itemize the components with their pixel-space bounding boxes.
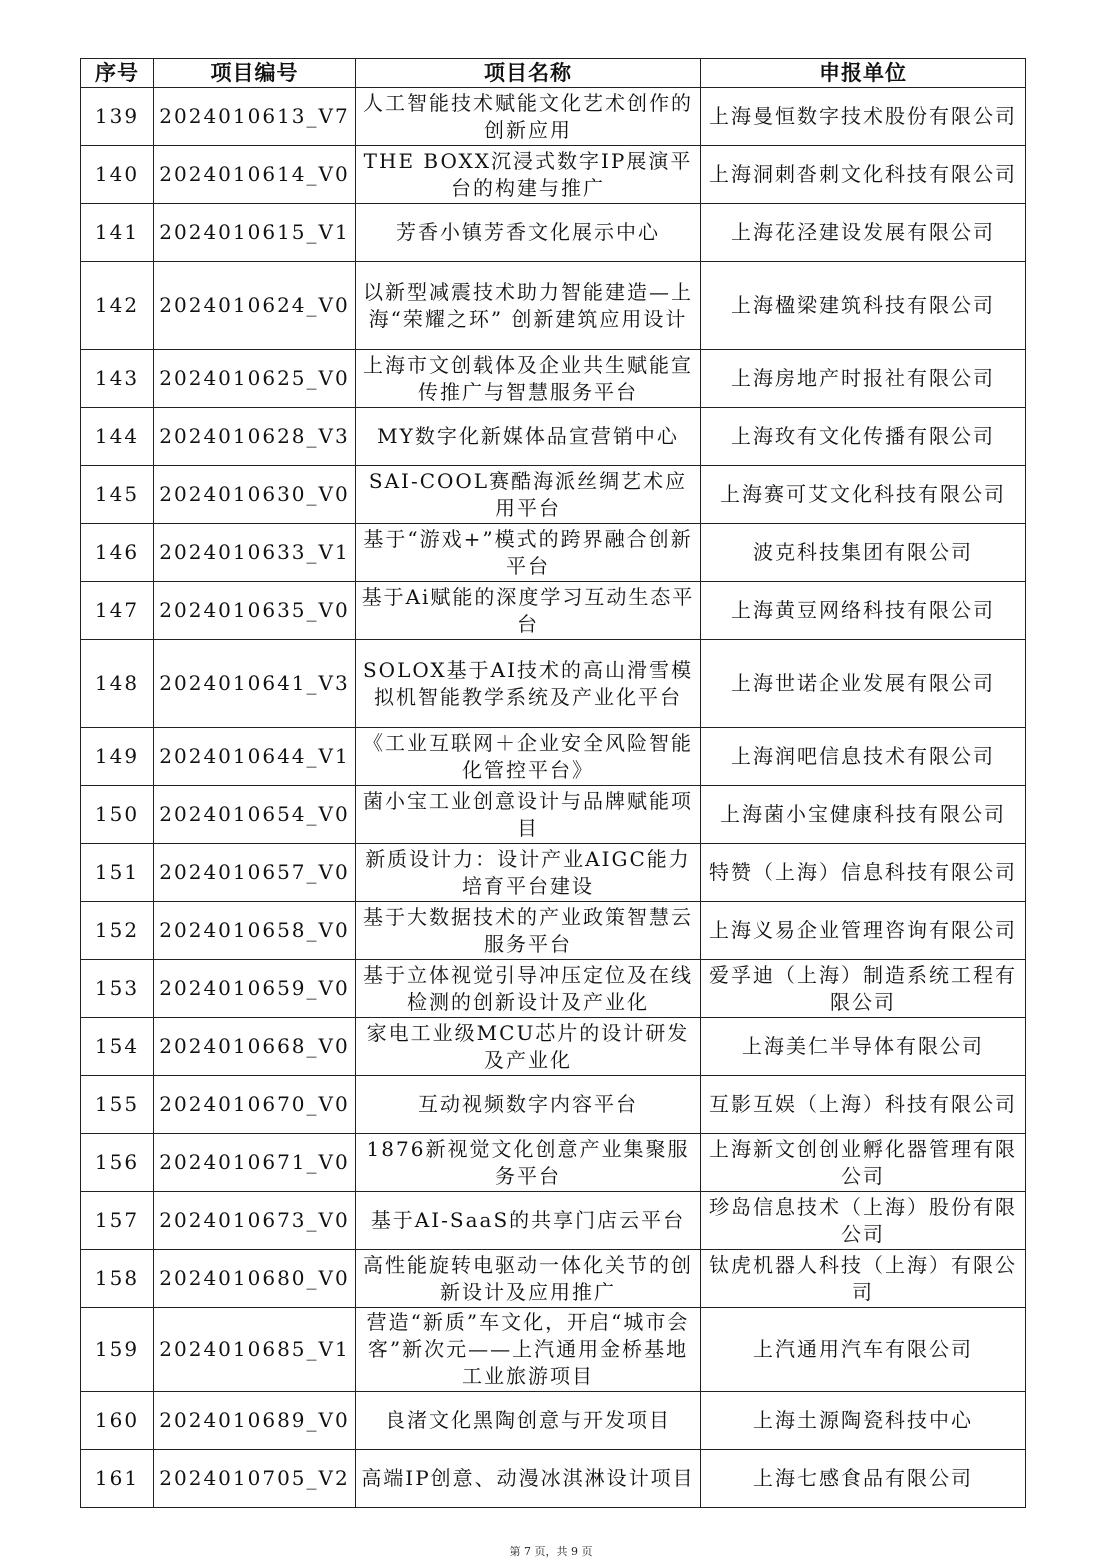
project-name-cell: 家电工业级MCU芯片的设计研发及产业化	[356, 1018, 701, 1076]
table-row	[81, 1192, 1026, 1250]
table-header-row	[81, 59, 1026, 88]
serial-number-cell: 150	[81, 786, 154, 844]
table-row	[81, 1076, 1026, 1134]
project-name-cell: 芳香小镇芳香文化展示中心	[356, 204, 701, 262]
serial-number-cell: 145	[81, 466, 154, 524]
applicant-unit-cell: 上海新文创创业孵化器管理有限公司	[701, 1134, 1026, 1192]
applicant-unit-cell: 珍岛信息技术（上海）股份有限公司	[701, 1192, 1026, 1250]
applicant-unit-cell: 上海润吧信息技术有限公司	[701, 728, 1026, 786]
applicant-unit-cell: 上海花泾建设发展有限公司	[701, 204, 1026, 262]
header-serial-number: 序号	[81, 59, 154, 88]
serial-number-cell: 153	[81, 960, 154, 1018]
project-code-cell: 2024010670_V0	[154, 1076, 356, 1134]
project-name-cell: 营造“新质”车文化，开启“城市会客”新次元——上汽通用金桥基地工业旅游项目	[356, 1308, 701, 1392]
applicant-unit-cell: 爱孚迪（上海）制造系统工程有限公司	[701, 960, 1026, 1018]
applicant-unit-cell: 上海义易企业管理咨询有限公司	[701, 902, 1026, 960]
header-project-code: 项目编号	[154, 59, 356, 88]
applicant-unit-cell: 钛虎机器人科技（上海）有限公司	[701, 1250, 1026, 1308]
serial-number-cell: 152	[81, 902, 154, 960]
project-code-cell: 2024010624_V0	[154, 262, 356, 350]
serial-number-cell: 141	[81, 204, 154, 262]
project-name-cell: 高端IP创意、动漫冰淇淋设计项目	[356, 1450, 701, 1508]
project-code-cell: 2024010659_V0	[154, 960, 356, 1018]
project-name-cell: 以新型减震技术助力智能建造—上海“荣耀之环” 创新建筑应用设计	[356, 262, 701, 350]
serial-number-cell: 142	[81, 262, 154, 350]
project-code-cell: 2024010633_V1	[154, 524, 356, 582]
project-code-cell: 2024010644_V1	[154, 728, 356, 786]
project-code-cell: 2024010630_V0	[154, 466, 356, 524]
table-row	[81, 88, 1026, 146]
project-name-cell: 人工智能技术赋能文化艺术创作的创新应用	[356, 88, 701, 146]
applicant-unit-cell: 上海黄豆网络科技有限公司	[701, 582, 1026, 640]
table-row	[81, 902, 1026, 960]
serial-number-cell: 147	[81, 582, 154, 640]
applicant-unit-cell: 上海七感食品有限公司	[701, 1450, 1026, 1508]
serial-number-cell: 143	[81, 350, 154, 408]
project-name-cell: SOLOX基于AI技术的高山滑雪模拟机智能教学系统及产业化平台	[356, 640, 701, 728]
project-name-cell: 基于大数据技术的产业政策智慧云服务平台	[356, 902, 701, 960]
serial-number-cell: 158	[81, 1250, 154, 1308]
applicant-unit-cell: 上海美仁半导体有限公司	[701, 1018, 1026, 1076]
project-name-cell: 互动视频数字内容平台	[356, 1076, 701, 1134]
serial-number-cell: 146	[81, 524, 154, 582]
project-code-cell: 2024010673_V0	[154, 1192, 356, 1250]
project-code-cell: 2024010625_V0	[154, 350, 356, 408]
project-name-cell: 菌小宝工业创意设计与品牌赋能项目	[356, 786, 701, 844]
project-code-cell: 2024010635_V0	[154, 582, 356, 640]
table-row	[81, 262, 1026, 350]
project-code-cell: 2024010654_V0	[154, 786, 356, 844]
applicant-unit-cell: 特赞（上海）信息科技有限公司	[701, 844, 1026, 902]
table-row	[81, 146, 1026, 204]
applicant-unit-cell: 波克科技集团有限公司	[701, 524, 1026, 582]
applicant-unit-cell: 上汽通用汽车有限公司	[701, 1308, 1026, 1392]
serial-number-cell: 140	[81, 146, 154, 204]
table-row	[81, 786, 1026, 844]
header-applicant-unit: 申报单位	[701, 59, 1026, 88]
table-row	[81, 582, 1026, 640]
header-project-name: 项目名称	[356, 59, 701, 88]
table-row	[81, 350, 1026, 408]
applicant-unit-cell: 上海曼恒数字技术股份有限公司	[701, 88, 1026, 146]
project-name-cell: 高性能旋转电驱动一体化关节的创新设计及应用推广	[356, 1250, 701, 1308]
serial-number-cell: 160	[81, 1392, 154, 1450]
serial-number-cell: 159	[81, 1308, 154, 1392]
serial-number-cell: 157	[81, 1192, 154, 1250]
serial-number-cell: 144	[81, 408, 154, 466]
serial-number-cell: 154	[81, 1018, 154, 1076]
project-code-cell: 2024010705_V2	[154, 1450, 356, 1508]
table-row	[81, 728, 1026, 786]
project-code-cell: 2024010657_V0	[154, 844, 356, 902]
table-row	[81, 1392, 1026, 1450]
serial-number-cell: 139	[81, 88, 154, 146]
applicant-unit-cell: 上海赛可艾文化科技有限公司	[701, 466, 1026, 524]
table-row	[81, 1450, 1026, 1508]
project-name-cell: 基于“游戏+”模式的跨界融合创新平台	[356, 524, 701, 582]
project-name-cell: MY数字化新媒体品宣营销中心	[356, 408, 701, 466]
project-code-cell: 2024010628_V3	[154, 408, 356, 466]
table-row	[81, 1018, 1026, 1076]
table-row	[81, 640, 1026, 728]
applicant-unit-cell: 上海房地产时报社有限公司	[701, 350, 1026, 408]
serial-number-cell: 148	[81, 640, 154, 728]
project-name-cell: 上海市文创载体及企业共生赋能宣传推广与智慧服务平台	[356, 350, 701, 408]
project-name-cell: 1876新视觉文化创意产业集聚服务平台	[356, 1134, 701, 1192]
project-code-cell: 2024010685_V1	[154, 1308, 356, 1392]
project-code-cell: 2024010613_V7	[154, 88, 356, 146]
project-name-cell: 《工业互联网＋企业安全风险智能化管控平台》	[356, 728, 701, 786]
table-body	[81, 88, 1026, 1508]
table-row	[81, 1308, 1026, 1392]
project-name-cell: SAI-COOL赛酷海派丝绸艺术应用平台	[356, 466, 701, 524]
project-code-cell: 2024010668_V0	[154, 1018, 356, 1076]
table-row	[81, 204, 1026, 262]
applicant-unit-cell: 上海洞刺沓刺文化科技有限公司	[701, 146, 1026, 204]
project-name-cell: 基于立体视觉引导冲压定位及在线检测的创新设计及产业化	[356, 960, 701, 1018]
serial-number-cell: 155	[81, 1076, 154, 1134]
project-code-cell: 2024010689_V0	[154, 1392, 356, 1450]
project-code-cell: 2024010680_V0	[154, 1250, 356, 1308]
applicant-unit-cell: 上海菌小宝健康科技有限公司	[701, 786, 1026, 844]
project-name-cell: 基于Ai赋能的深度学习互动生态平台	[356, 582, 701, 640]
project-table	[80, 58, 1026, 1508]
table-row	[81, 960, 1026, 1018]
project-code-cell: 2024010641_V3	[154, 640, 356, 728]
serial-number-cell: 151	[81, 844, 154, 902]
applicant-unit-cell: 上海土源陶瓷科技中心	[701, 1392, 1026, 1450]
project-name-cell: THE BOXX沉浸式数字IP展演平台的构建与推广	[356, 146, 701, 204]
serial-number-cell: 161	[81, 1450, 154, 1508]
serial-number-cell: 149	[81, 728, 154, 786]
table-row	[81, 1250, 1026, 1308]
project-name-cell: 基于AI-SaaS的共享门店云平台	[356, 1192, 701, 1250]
project-code-cell: 2024010615_V1	[154, 204, 356, 262]
project-code-cell: 2024010671_V0	[154, 1134, 356, 1192]
project-code-cell: 2024010658_V0	[154, 902, 356, 960]
project-name-cell: 新质设计力：设计产业AIGC能力培育平台建设	[356, 844, 701, 902]
applicant-unit-cell: 互影互娱（上海）科技有限公司	[701, 1076, 1026, 1134]
table-row	[81, 408, 1026, 466]
table-row	[81, 1134, 1026, 1192]
applicant-unit-cell: 上海楹梁建筑科技有限公司	[701, 262, 1026, 350]
table-row	[81, 466, 1026, 524]
project-code-cell: 2024010614_V0	[154, 146, 356, 204]
applicant-unit-cell: 上海玫有文化传播有限公司	[701, 408, 1026, 466]
page-footer: 第 7 页，共 9 页	[509, 1545, 593, 1558]
serial-number-cell: 156	[81, 1134, 154, 1192]
table-row	[81, 844, 1026, 902]
applicant-unit-cell: 上海世诺企业发展有限公司	[701, 640, 1026, 728]
table-row	[81, 524, 1026, 582]
project-name-cell: 良渚文化黑陶创意与开发项目	[356, 1392, 701, 1450]
